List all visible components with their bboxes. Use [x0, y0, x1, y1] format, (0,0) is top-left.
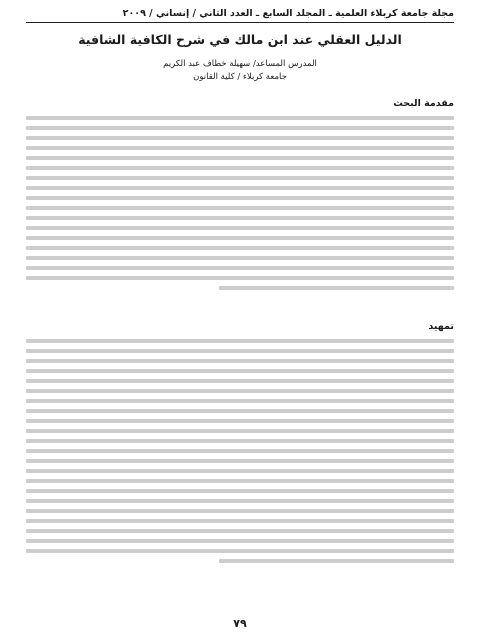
body-text-line	[26, 203, 454, 213]
section-introduction	[26, 98, 454, 293]
body-text-line	[26, 406, 454, 416]
body-text-line	[26, 143, 454, 153]
section-preface	[26, 321, 454, 566]
body-text-line	[26, 416, 454, 426]
body-text-line	[26, 273, 454, 283]
body-text-line	[26, 283, 454, 293]
body-text-line	[26, 446, 454, 456]
body-text-line	[26, 183, 454, 193]
body-text-line	[26, 193, 454, 203]
body-text-line	[26, 526, 454, 536]
body-text-line	[26, 113, 454, 123]
body-text-line	[26, 546, 454, 556]
body-text-line	[26, 536, 454, 546]
body-text-line	[26, 556, 454, 566]
body-text-line	[26, 153, 454, 163]
body-text-line	[26, 233, 454, 243]
body-text-line	[26, 336, 454, 346]
body-text-line	[26, 426, 454, 436]
body-text-line	[26, 346, 454, 356]
body-text-line	[26, 506, 454, 516]
body-text-line	[26, 223, 454, 233]
body-text-line	[26, 163, 454, 173]
body-text-line	[26, 133, 454, 143]
body-text-line	[26, 436, 454, 446]
section-title: مقدمة البحث	[393, 98, 454, 109]
body-text-line	[26, 476, 454, 486]
section-body	[26, 113, 454, 293]
body-text-line	[26, 386, 454, 396]
section-title: تمهيد	[428, 321, 454, 332]
header-rule	[26, 22, 454, 23]
body-text-line	[26, 123, 454, 133]
body-text-line	[26, 213, 454, 223]
affiliation: جامعة كربلاء / كلية القانون	[193, 72, 287, 82]
page-number: ٧٩	[233, 617, 247, 630]
body-text-line	[26, 456, 454, 466]
body-text-line	[26, 356, 454, 366]
body-text-line	[26, 516, 454, 526]
body-text-line	[26, 376, 454, 386]
body-text-line	[26, 253, 454, 263]
body-text-line	[26, 243, 454, 253]
section-body	[26, 336, 454, 566]
body-text-line	[26, 466, 454, 476]
body-text-line	[26, 496, 454, 506]
paper-title: الدليل العقلي عند ابن مالك في شرح الكافية الشافية	[78, 32, 402, 47]
body-text-line	[26, 396, 454, 406]
section-gap	[26, 303, 454, 321]
body-text-line	[26, 486, 454, 496]
body-text-line	[26, 263, 454, 273]
author-line: المدرس المساعد/ سهيلة خطاف عبد الكريم	[163, 59, 317, 69]
body-text-line	[26, 366, 454, 376]
body-text-line	[26, 173, 454, 183]
running-header: مجلة جامعة كربلاء العلمية ـ المجلد السابع ـ العدد الثاني / إنساني / ٢٠٠٩	[122, 8, 454, 19]
